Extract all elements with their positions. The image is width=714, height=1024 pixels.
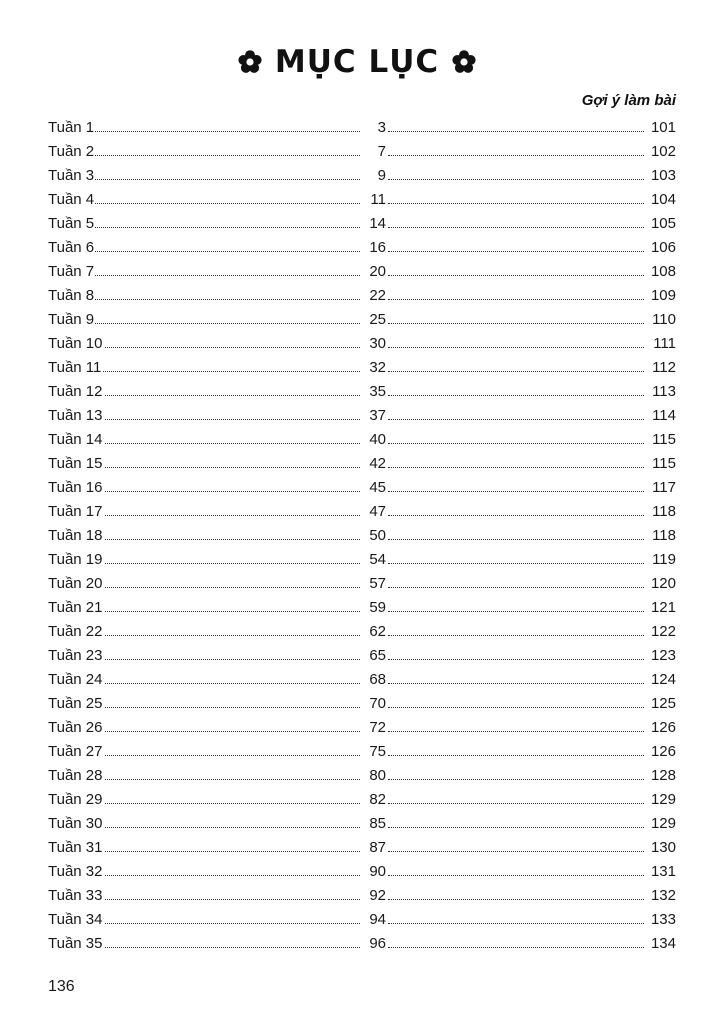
toc-entry-label: Tuần 20 [48,572,104,596]
flower-icon [237,49,263,75]
toc-entry-page: 9 [360,164,386,188]
toc-entry-answer-page: 106 [644,236,676,260]
dot-leader [48,203,384,204]
toc-entry-answer-page: 120 [644,572,676,596]
toc-row [48,644,676,668]
toc-row [48,140,676,164]
answers-column-header: Gợi ý làm bài [581,92,676,109]
toc-entry-answer-page: 108 [644,260,676,284]
toc-entry-label: Tuần 27 [48,740,104,764]
toc-entry-label: Tuần 35 [48,932,104,956]
dot-leader [388,875,644,876]
toc-row [48,356,676,380]
toc-entry-answer-page: 129 [644,812,676,836]
table-of-contents [48,116,676,956]
toc-row [48,788,676,812]
toc-entry-label: Tuần 26 [48,716,104,740]
toc-row [48,884,676,908]
toc-entry-answer-page: 115 [644,428,676,452]
toc-entry-answer-page: 125 [644,692,676,716]
toc-entry-page: 92 [360,884,386,908]
toc-entry-label: Tuần 1 [48,116,95,140]
toc-row [48,908,676,932]
toc-entry-answer-page: 101 [644,116,676,140]
toc-entry-page: 96 [360,932,386,956]
toc-entry-label: Tuần 19 [48,548,104,572]
page-title: MỤC LỤC [274,44,440,80]
dot-leader [48,227,384,228]
toc-entry-answer-page: 117 [644,476,676,500]
dot-leader [388,251,644,252]
dot-leader [388,443,644,444]
dot-leader [388,659,644,660]
dot-leader [48,179,384,180]
toc-entry-page: 7 [360,140,386,164]
toc-entry-answer-page: 121 [644,596,676,620]
dot-leader [388,923,644,924]
toc-row [48,836,676,860]
dot-leader [388,395,644,396]
dot-leader [388,347,644,348]
toc-entry-page: 50 [360,524,386,548]
toc-entry-page: 85 [360,812,386,836]
toc-row [48,236,676,260]
toc-entry-label: Tuần 3 [48,164,95,188]
dot-leader [388,587,644,588]
toc-row [48,452,676,476]
toc-entry-label: Tuần 10 [48,332,104,356]
toc-entry-answer-page: 112 [644,356,676,380]
toc-row [48,548,676,572]
toc-entry-label: Tuần 5 [48,212,95,236]
toc-entry-answer-page: 115 [644,452,676,476]
toc-entry-answer-page: 111 [644,332,676,356]
toc-row [48,524,676,548]
toc-entry-page: 37 [360,404,386,428]
dot-leader [388,515,644,516]
toc-entry-label: Tuần 18 [48,524,104,548]
toc-entry-label: Tuần 33 [48,884,104,908]
toc-entry-answer-page: 131 [644,860,676,884]
page-title-group [237,44,477,80]
dot-leader [48,155,384,156]
toc-entry-page: 3 [360,116,386,140]
toc-entry-label: Tuần 8 [48,284,95,308]
toc-row [48,764,676,788]
dot-leader [388,371,644,372]
toc-entry-label: Tuần 9 [48,308,95,332]
toc-entry-page: 70 [360,692,386,716]
toc-row [48,812,676,836]
toc-row [48,404,676,428]
dot-leader [388,707,644,708]
toc-entry-page: 20 [360,260,386,284]
toc-entry-page: 62 [360,620,386,644]
toc-row [48,284,676,308]
toc-entry-page: 22 [360,284,386,308]
toc-row [48,932,676,956]
toc-entry-label: Tuần 12 [48,380,104,404]
toc-row [48,116,676,140]
toc-entry-label: Tuần 15 [48,452,104,476]
toc-entry-page: 75 [360,740,386,764]
dot-leader [388,947,644,948]
dot-leader [48,275,384,276]
toc-entry-page: 35 [360,380,386,404]
toc-entry-answer-page: 133 [644,908,676,932]
dot-leader [388,323,644,324]
toc-row [48,428,676,452]
title-block [0,44,714,80]
toc-entry-page: 72 [360,716,386,740]
toc-entry-answer-page: 118 [644,500,676,524]
toc-row [48,596,676,620]
dot-leader [388,491,644,492]
toc-entry-page: 40 [360,428,386,452]
toc-entry-answer-page: 128 [644,764,676,788]
toc-entry-label: Tuần 17 [48,500,104,524]
toc-entry-page: 32 [360,356,386,380]
toc-entry-answer-page: 102 [644,140,676,164]
toc-entry-label: Tuần 7 [48,260,95,284]
toc-entry-label: Tuần 31 [48,836,104,860]
toc-entry-label: Tuần 34 [48,908,104,932]
toc-row [48,260,676,284]
toc-row [48,332,676,356]
dot-leader [388,203,644,204]
dot-leader [388,731,644,732]
dot-leader [388,611,644,612]
toc-entry-label: Tuần 22 [48,620,104,644]
dot-leader [48,251,384,252]
toc-entry-label: Tuần 11 [48,356,102,380]
toc-row [48,668,676,692]
toc-entry-page: 65 [360,644,386,668]
toc-entry-answer-page: 110 [644,308,676,332]
dot-leader [388,275,644,276]
toc-entry-answer-page: 118 [644,524,676,548]
toc-entry-page: 82 [360,788,386,812]
dot-leader [388,563,644,564]
toc-entry-label: Tuần 6 [48,236,95,260]
toc-entry-page: 47 [360,500,386,524]
toc-entry-label: Tuần 29 [48,788,104,812]
dot-leader [388,467,644,468]
toc-entry-label: Tuần 28 [48,764,104,788]
toc-entry-page: 14 [360,212,386,236]
toc-entry-answer-page: 114 [644,404,676,428]
toc-entry-label: Tuần 25 [48,692,104,716]
dot-leader [388,131,644,132]
toc-entry-answer-page: 129 [644,788,676,812]
dot-leader [388,155,644,156]
toc-entry-page: 80 [360,764,386,788]
toc-row [48,860,676,884]
dot-leader [388,683,644,684]
toc-entry-answer-page: 104 [644,188,676,212]
toc-entry-answer-page: 123 [644,644,676,668]
toc-row [48,620,676,644]
toc-row [48,380,676,404]
dot-leader [388,803,644,804]
toc-row [48,500,676,524]
toc-entry-page: 16 [360,236,386,260]
toc-entry-page: 87 [360,836,386,860]
toc-entry-answer-page: 134 [644,932,676,956]
dot-leader [388,827,644,828]
toc-entry-page: 59 [360,596,386,620]
toc-entry-label: Tuần 16 [48,476,104,500]
page-number: 136 [48,978,75,995]
dot-leader [388,635,644,636]
dot-leader [388,755,644,756]
toc-entry-label: Tuần 14 [48,428,104,452]
dot-leader [388,851,644,852]
toc-row [48,308,676,332]
dot-leader [388,299,644,300]
dot-leader [48,299,384,300]
toc-row [48,740,676,764]
toc-entry-answer-page: 130 [644,836,676,860]
toc-entry-answer-page: 103 [644,164,676,188]
toc-entry-label: Tuần 13 [48,404,104,428]
toc-entry-page: 11 [360,188,386,212]
toc-entry-page: 30 [360,332,386,356]
toc-entry-page: 42 [360,452,386,476]
dot-leader [388,779,644,780]
flower-icon [451,49,477,75]
toc-entry-answer-page: 109 [644,284,676,308]
dot-leader [48,323,384,324]
toc-entry-answer-page: 132 [644,884,676,908]
toc-entry-page: 90 [360,860,386,884]
dot-leader [388,539,644,540]
toc-row [48,716,676,740]
toc-entry-page: 68 [360,668,386,692]
toc-entry-page: 25 [360,308,386,332]
toc-row [48,476,676,500]
toc-row [48,188,676,212]
dot-leader [388,179,644,180]
toc-entry-label: Tuần 30 [48,812,104,836]
toc-entry-label: Tuần 23 [48,644,104,668]
toc-entry-page: 45 [360,476,386,500]
toc-entry-answer-page: 105 [644,212,676,236]
toc-row [48,692,676,716]
toc-row [48,572,676,596]
toc-entry-answer-page: 113 [644,380,676,404]
toc-entry-page: 57 [360,572,386,596]
toc-entry-label: Tuần 21 [48,596,104,620]
toc-entry-answer-page: 126 [644,740,676,764]
dot-leader [388,899,644,900]
toc-entry-label: Tuần 32 [48,860,104,884]
toc-entry-label: Tuần 24 [48,668,104,692]
toc-row [48,164,676,188]
toc-entry-answer-page: 119 [644,548,676,572]
toc-entry-answer-page: 122 [644,620,676,644]
toc-entry-answer-page: 126 [644,716,676,740]
toc-row [48,212,676,236]
toc-entry-answer-page: 124 [644,668,676,692]
toc-entry-page: 94 [360,908,386,932]
toc-entry-label: Tuần 4 [48,188,95,212]
dot-leader [388,227,644,228]
dot-leader [48,131,384,132]
toc-entry-page: 54 [360,548,386,572]
dot-leader [388,419,644,420]
toc-entry-label: Tuần 2 [48,140,95,164]
